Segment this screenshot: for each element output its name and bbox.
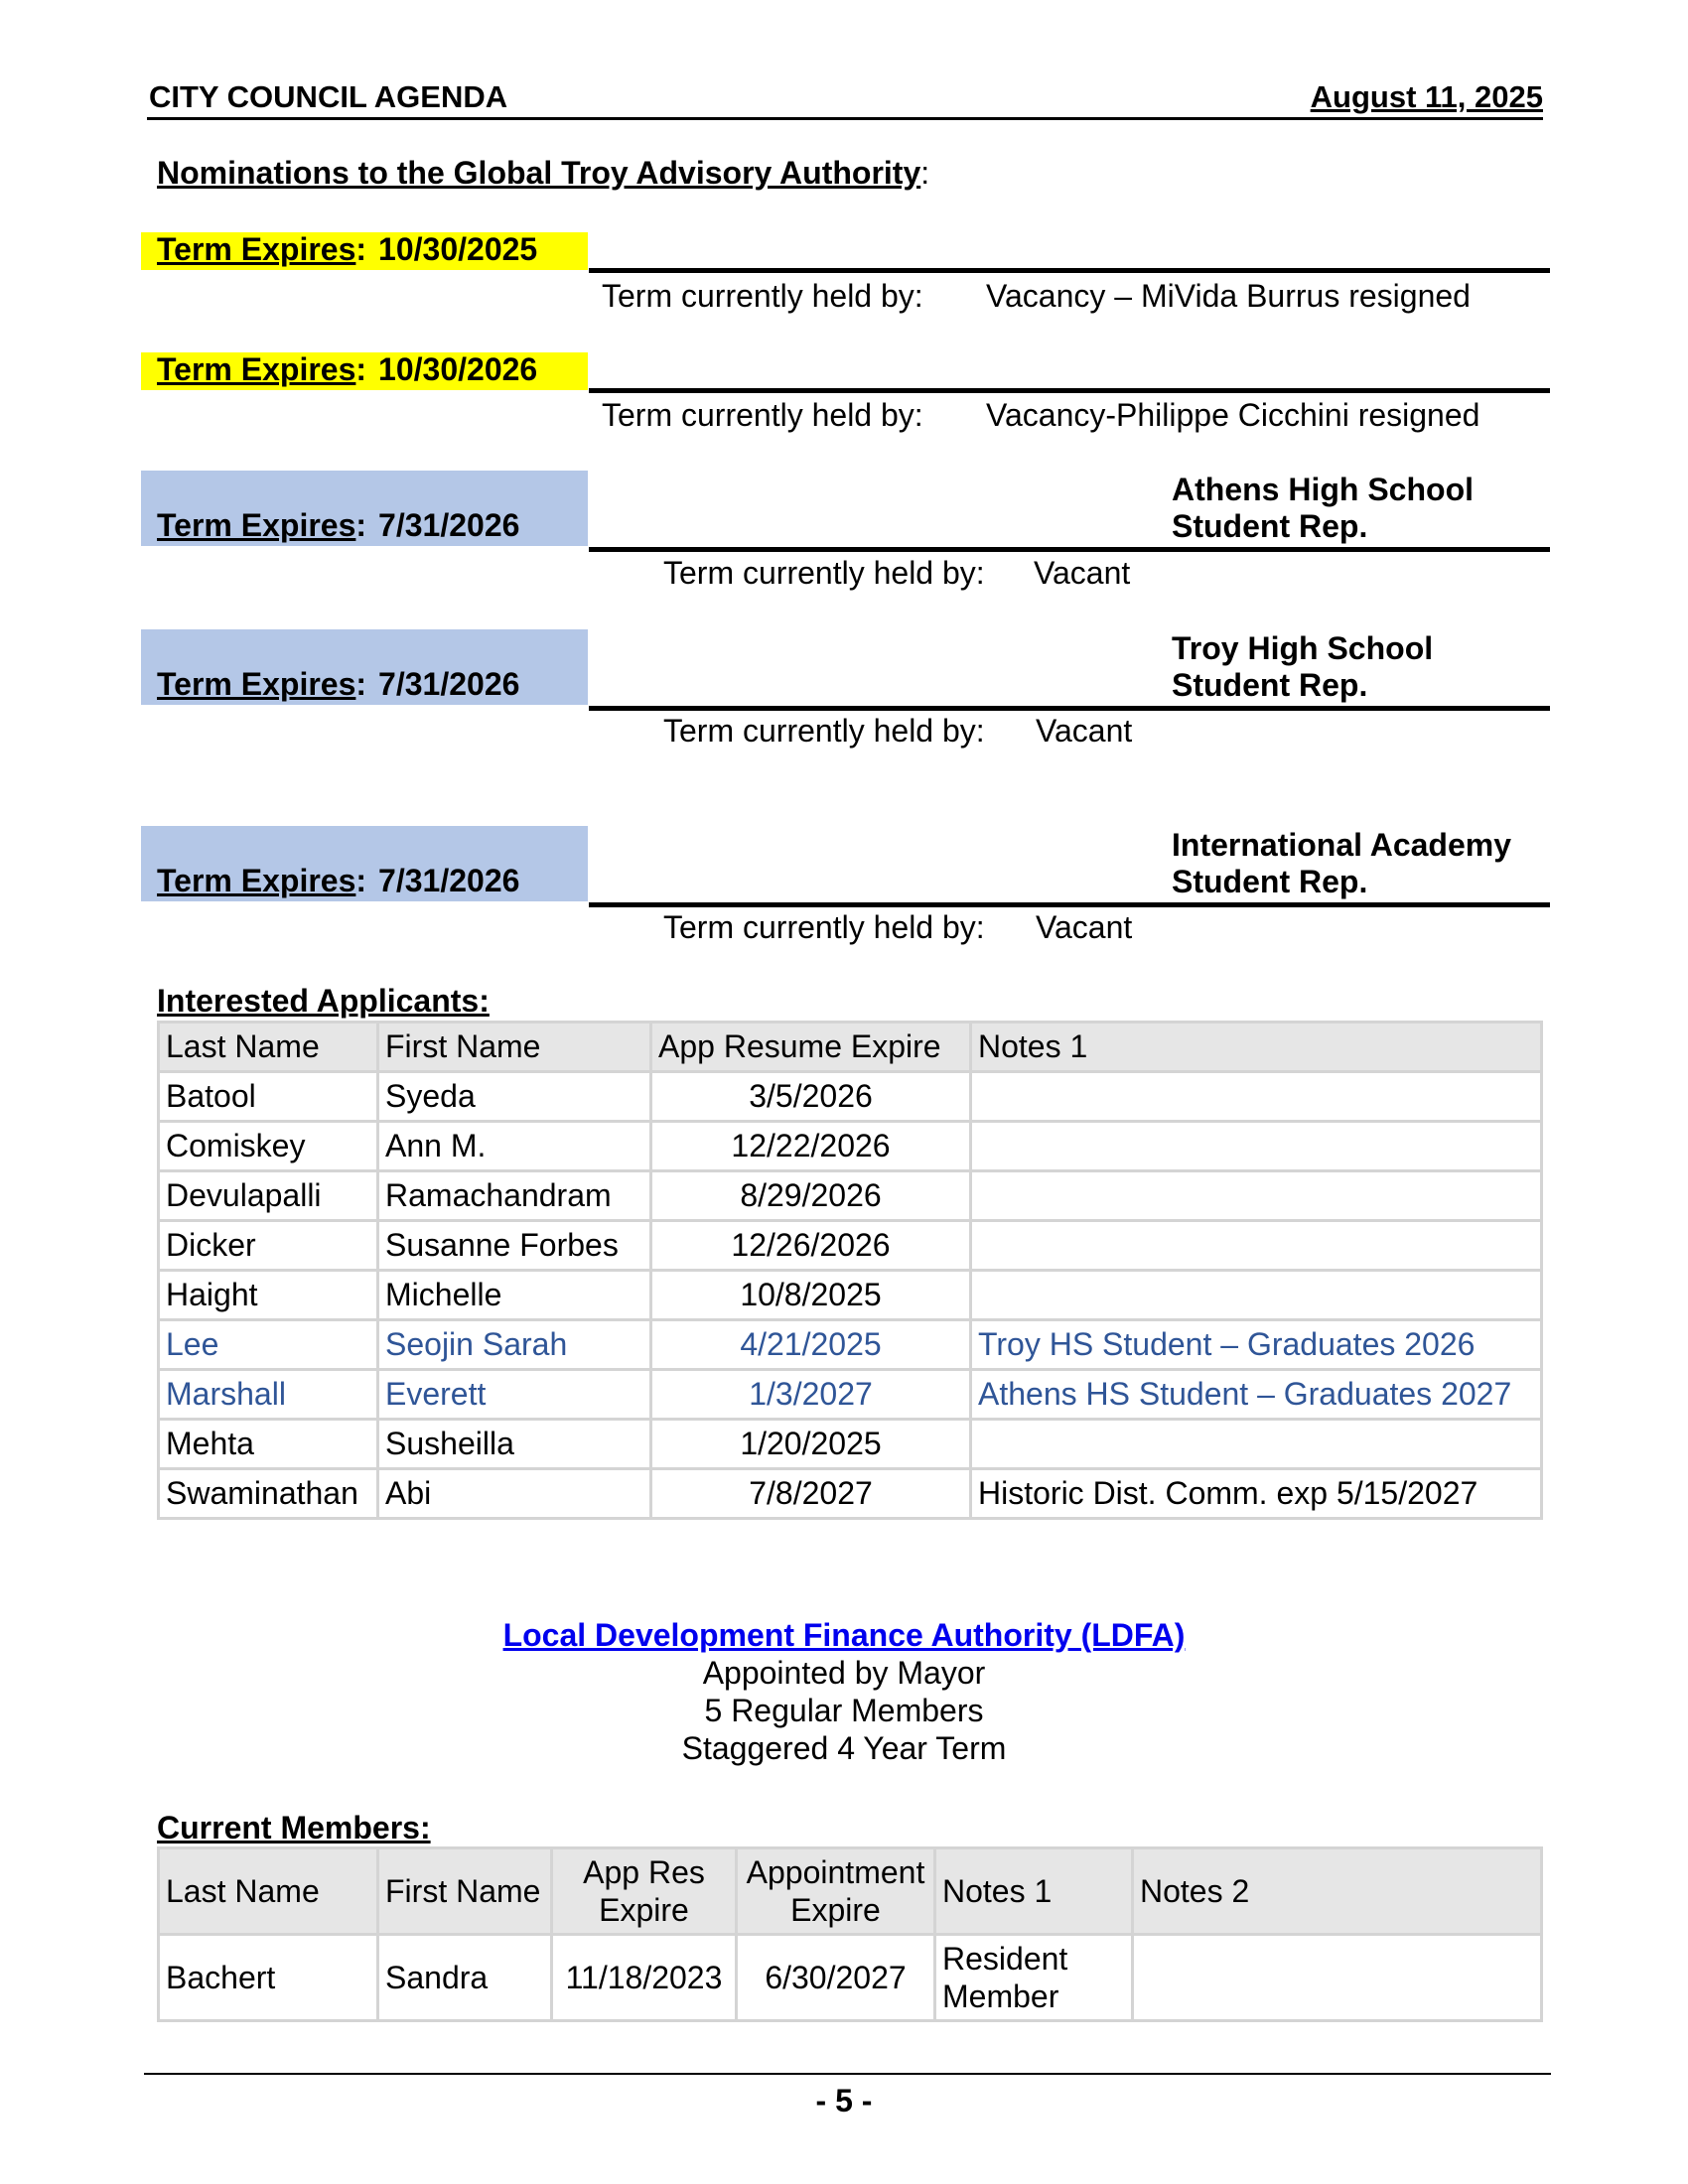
- table-cell: Susanne Forbes: [378, 1221, 651, 1271]
- term-role: [1172, 827, 1511, 900]
- page-header: [147, 79, 1543, 120]
- table-cell: Ann M.: [378, 1122, 651, 1171]
- term-label: Term Expires: [157, 231, 356, 267]
- held-label: Term currently held by:: [663, 713, 985, 749]
- page-number: - 5 -: [815, 2083, 873, 2118]
- table-cell: [1133, 1935, 1542, 2021]
- members-heading: [157, 1810, 431, 1846]
- table-cell: Ramachandram: [378, 1171, 651, 1221]
- table-cell: Devulapalli: [159, 1171, 378, 1221]
- ldfa-block: [0, 1616, 1688, 1767]
- role-line-1: International Academy: [1172, 827, 1512, 863]
- term-role: [1172, 630, 1433, 704]
- held-value: Vacant: [1034, 555, 1131, 591]
- table-cell: 8/29/2026: [651, 1171, 971, 1221]
- section-title: [157, 155, 929, 192]
- table-cell: Michelle: [378, 1271, 651, 1320]
- table-cell: Troy HS Student – Graduates 2026: [971, 1320, 1542, 1370]
- term-date: 10/30/2026: [378, 351, 538, 387]
- term-date: 7/31/2026: [378, 666, 520, 702]
- table-cell: [971, 1122, 1542, 1171]
- term-rule: [589, 388, 1550, 393]
- role-line-1: Troy High School: [1172, 630, 1434, 666]
- table-row: [159, 1271, 1542, 1320]
- term-held-by: [663, 555, 1131, 592]
- term-held-by: [663, 909, 1133, 946]
- term-label: Term Expires: [157, 863, 356, 898]
- term-date: 7/31/2026: [378, 507, 520, 543]
- table-header-row: [159, 1848, 1542, 1935]
- table-cell: Bachert: [159, 1935, 378, 2021]
- table-cell: Athens HS Student – Graduates 2027: [971, 1370, 1542, 1420]
- table-cell: Mehta: [159, 1420, 378, 1469]
- ldfa-line-members: 5 Regular Members: [704, 1693, 984, 1728]
- term-date: 7/31/2026: [378, 863, 520, 898]
- held-value: Vacant: [1036, 713, 1133, 749]
- held-label: Term currently held by:: [602, 278, 923, 314]
- table-cell: Everett: [378, 1370, 651, 1420]
- table-cell: 3/5/2026: [651, 1072, 971, 1122]
- table-cell: [971, 1221, 1542, 1271]
- held-value: Vacancy-Philippe Cicchini resigned: [986, 397, 1480, 433]
- table-cell: Historic Dist. Comm. exp 5/15/2027: [971, 1469, 1542, 1519]
- table-row-highlighted: [159, 1320, 1542, 1370]
- column-header: Notes 2: [1133, 1848, 1542, 1935]
- term-rule: [589, 902, 1550, 907]
- ldfa-line-appointed: Appointed by Mayor: [702, 1655, 986, 1691]
- table-cell: [971, 1171, 1542, 1221]
- table-cell: 12/22/2026: [651, 1122, 971, 1171]
- table-cell: Dicker: [159, 1221, 378, 1271]
- applicants-heading-text: Interested Applicants:: [157, 983, 490, 1019]
- table-cell: Haight: [159, 1271, 378, 1320]
- agenda-title: CITY COUNCIL AGENDA: [149, 79, 508, 114]
- column-header: Last Name: [159, 1023, 378, 1072]
- term-rule: [589, 706, 1550, 711]
- table-row: [159, 1935, 1542, 2021]
- table-row: [159, 1420, 1542, 1469]
- term-rule: [589, 268, 1550, 273]
- table-row: [159, 1171, 1542, 1221]
- table-header-row: [159, 1023, 1542, 1072]
- table-cell: [971, 1072, 1542, 1122]
- table-cell: 10/8/2025: [651, 1271, 971, 1320]
- role-line-2: Student Rep.: [1172, 667, 1368, 703]
- table-cell: Lee: [159, 1320, 378, 1370]
- table-cell: 1/3/2027: [651, 1370, 971, 1420]
- term-expires-block: Term Expires: 7/31/2026: [141, 471, 588, 546]
- held-value: Vacancy – MiVida Burrus resigned: [986, 278, 1471, 314]
- table-cell: Batool: [159, 1072, 378, 1122]
- term-expires-block: Term Expires: 7/31/2026: [141, 826, 588, 901]
- role-line-2: Student Rep.: [1172, 864, 1368, 899]
- agenda-date: August 11, 2025: [1310, 79, 1543, 114]
- table-cell: [971, 1271, 1542, 1320]
- term-expires-block: Term Expires: 10/30/2025: [141, 232, 588, 270]
- term-label: Term Expires: [157, 507, 356, 543]
- section-title-text: Nominations to the Global Troy Advisory Authority: [157, 155, 921, 191]
- table-cell: Susheilla: [378, 1420, 651, 1469]
- term-role: [1172, 472, 1474, 545]
- table-cell: Resident Member: [935, 1935, 1133, 2021]
- table-cell: 12/26/2026: [651, 1221, 971, 1271]
- held-label: Term currently held by:: [663, 909, 985, 945]
- table-cell: Marshall: [159, 1370, 378, 1420]
- term-held-by: [602, 278, 1471, 315]
- term-expires-block: Term Expires: 10/30/2026: [141, 352, 588, 390]
- term-rule: [589, 547, 1550, 552]
- table-cell: 1/20/2025: [651, 1420, 971, 1469]
- table-row: [159, 1469, 1542, 1519]
- section-title-colon: :: [920, 155, 930, 191]
- table-cell: Comiskey: [159, 1122, 378, 1171]
- term-date: 10/30/2025: [378, 231, 538, 267]
- table-cell: Sandra: [378, 1935, 552, 2021]
- held-label: Term currently held by:: [602, 397, 923, 433]
- table-cell: Syeda: [378, 1072, 651, 1122]
- table-cell: 11/18/2023: [552, 1935, 737, 2021]
- column-header: Appointment Expire: [737, 1848, 935, 1935]
- column-header: Last Name: [159, 1848, 378, 1935]
- table-cell: 7/8/2027: [651, 1469, 971, 1519]
- role-line-1: Athens High School: [1172, 472, 1474, 507]
- table-row: [159, 1221, 1542, 1271]
- table-row: [159, 1072, 1542, 1122]
- applicants-table: [157, 1021, 1543, 1520]
- column-header: Notes 1: [935, 1848, 1133, 1935]
- table-cell: 4/21/2025: [651, 1320, 971, 1370]
- table-row-highlighted: [159, 1370, 1542, 1420]
- role-line-2: Student Rep.: [1172, 508, 1368, 544]
- term-label: Term Expires: [157, 666, 356, 702]
- term-label: Term Expires: [157, 351, 356, 387]
- applicants-heading: [157, 983, 490, 1020]
- column-header: App Resume Expire: [651, 1023, 971, 1072]
- term-expires-block: Term Expires: 7/31/2026: [141, 629, 588, 705]
- table-cell: [971, 1420, 1542, 1469]
- table-cell: Seojin Sarah: [378, 1320, 651, 1370]
- term-held-by: [663, 713, 1133, 750]
- held-label: Term currently held by:: [663, 555, 985, 591]
- term-held-by: [602, 397, 1480, 434]
- ldfa-link[interactable]: Local Development Finance Authority (LDFA): [502, 1617, 1186, 1653]
- table-cell: 6/30/2027: [737, 1935, 935, 2021]
- ldfa-line-term: Staggered 4 Year Term: [681, 1730, 1007, 1766]
- column-header: App Res Expire: [552, 1848, 737, 1935]
- members-heading-text: Current Members:: [157, 1810, 431, 1845]
- footer-rule: [144, 2073, 1551, 2075]
- held-value: Vacant: [1036, 909, 1133, 945]
- table-cell: Swaminathan: [159, 1469, 378, 1519]
- table-cell: Abi: [378, 1469, 651, 1519]
- column-header: First Name: [378, 1848, 552, 1935]
- members-table: [157, 1846, 1543, 2022]
- table-row: [159, 1122, 1542, 1171]
- column-header: Notes 1: [971, 1023, 1542, 1072]
- column-header: First Name: [378, 1023, 651, 1072]
